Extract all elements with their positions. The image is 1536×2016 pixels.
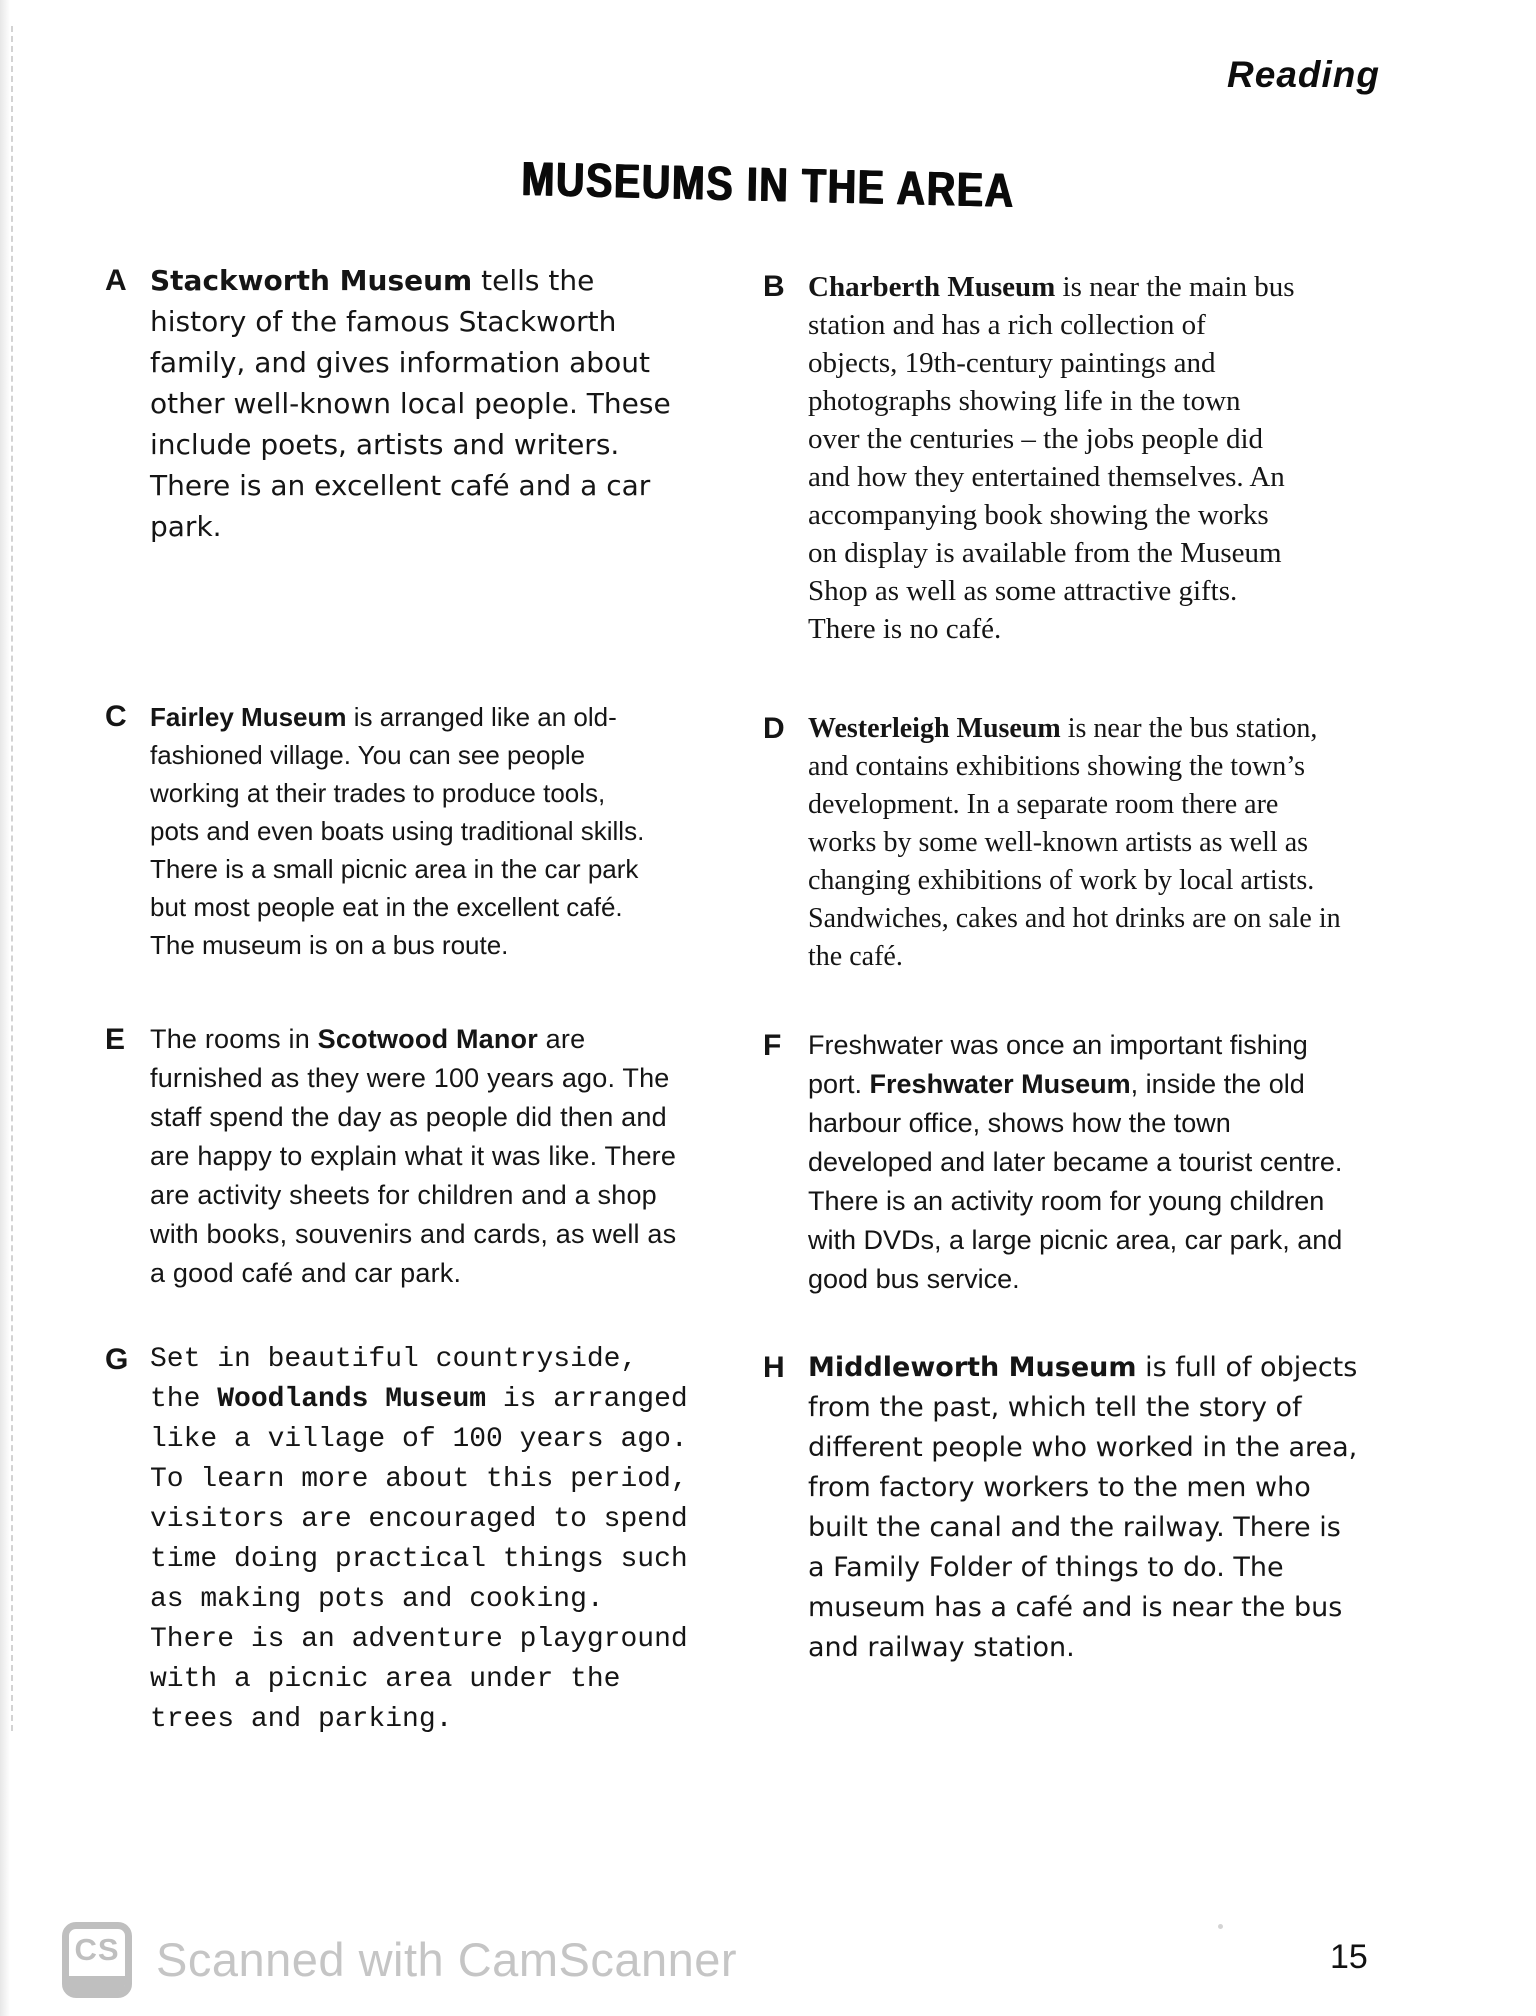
text-line: and railway station. — [808, 1632, 1075, 1663]
section-letter-f: F — [763, 1029, 782, 1062]
text-line: built the canal and the railway. There is — [808, 1512, 1341, 1543]
text-line: with books, souvenirs and cards, as well as — [150, 1219, 677, 1249]
camscanner-watermark-text: Scanned with CamScanner — [156, 1933, 738, 1986]
text-line: works by some well-known artists as well as — [808, 827, 1309, 858]
text-line: from the past, which tell the story of — [808, 1392, 1302, 1423]
text-line: changing exhibitions of work by local artists. — [808, 865, 1315, 896]
text-line: There is a small picnic area in the car park — [150, 854, 639, 884]
text-line: as making pots and cooking. — [150, 1584, 604, 1615]
scan-artifact-left-edge — [11, 26, 13, 1731]
text-line: are activity sheets for children and a shop — [150, 1180, 657, 1210]
section-text-d — [808, 710, 1433, 976]
text-line: park. — [150, 510, 222, 543]
text-line: There is an activity room for young children — [808, 1186, 1325, 1216]
text-line: a Family Folder of things to do. The — [808, 1552, 1284, 1583]
section-letter-a: A — [105, 264, 127, 297]
text-line: developed and later became a tourist centre. — [808, 1147, 1343, 1177]
museum-section-b — [763, 268, 1433, 648]
text-line: Set in beautiful countryside, — [150, 1344, 638, 1375]
text-line: on display is available from the Museum — [808, 537, 1282, 569]
camscanner-logo-band — [69, 1976, 125, 1991]
text-line: other well-known local people. These — [150, 387, 671, 420]
section-header-reading: Reading — [1227, 54, 1380, 95]
text-line: Charberth Museum is near the main bus — [808, 271, 1295, 303]
text-line: working at their trades to produce tools, — [150, 778, 606, 808]
text-line: The museum is on a bus route. — [150, 930, 509, 960]
section-letter-d: D — [763, 712, 785, 745]
text-line: the café. — [808, 941, 903, 972]
museum-section-f — [763, 1026, 1433, 1299]
text-line: fashioned village. You can see people — [150, 740, 586, 770]
text-line: Westerleigh Museum is near the bus station, — [808, 713, 1318, 744]
text-line: There is no café. — [808, 613, 1002, 645]
section-text-b — [808, 268, 1433, 648]
section-text-e — [150, 1020, 765, 1293]
section-letter-h: H — [763, 1351, 785, 1384]
museum-section-a — [105, 260, 765, 547]
text-line: furnished as they were 100 years ago. The — [150, 1063, 670, 1093]
scan-artifact-dot — [1218, 1924, 1223, 1929]
text-line: port. Freshwater Museum, inside the old — [808, 1069, 1305, 1099]
text-line: Middleworth Museum is full of objects — [808, 1352, 1358, 1383]
text-line: good bus service. — [808, 1264, 1020, 1294]
text-line: different people who worked in the area, — [808, 1432, 1358, 1463]
section-letter-c: C — [105, 700, 127, 733]
text-line: There is an adventure playground — [150, 1624, 688, 1655]
text-line: Fairley Museum is arranged like an old- — [150, 702, 617, 732]
camscanner-logo — [62, 1922, 132, 1998]
text-line: objects, 19th-century paintings and — [808, 347, 1216, 379]
text-line: Sandwiches, cakes and hot drinks are on sale in — [808, 903, 1341, 934]
section-text-f — [808, 1026, 1433, 1299]
text-line: and how they entertained themselves. An — [808, 461, 1285, 493]
text-line: like a village of 100 years ago. — [150, 1424, 688, 1455]
text-line: include poets, artists and writers. — [150, 428, 620, 461]
text-line: The rooms in Scotwood Manor are — [150, 1024, 586, 1054]
section-letter-g: G — [105, 1343, 129, 1376]
section-text-g — [150, 1340, 765, 1740]
text-line: To learn more about this period, — [150, 1464, 688, 1495]
section-text-a — [150, 260, 765, 547]
text-line: with DVDs, a large picnic area, car park, and — [808, 1225, 1343, 1255]
text-line: Shop as well as some attractive gifts. — [808, 575, 1238, 607]
scan-edge-shadow — [0, 0, 10, 2016]
text-line: development. In a separate room there are — [808, 789, 1279, 820]
page-number: 15 — [1330, 1938, 1368, 1976]
text-line: family, and gives information about — [150, 346, 650, 379]
text-line: from factory workers to the men who — [808, 1472, 1311, 1503]
section-letter-e: E — [105, 1023, 126, 1056]
text-line: a good café and car park. — [150, 1258, 462, 1288]
text-line: are happy to explain what it was like. There — [150, 1141, 677, 1171]
text-line: Freshwater was once an important fishing — [808, 1030, 1308, 1060]
page-title: MUSEUMS IN THE AREA — [520, 152, 1016, 219]
museum-section-d — [763, 710, 1433, 976]
section-text-c — [150, 698, 765, 964]
museum-section-c — [105, 698, 765, 964]
text-line: pots and even boats using traditional skills. — [150, 816, 645, 846]
museum-section-h — [763, 1348, 1433, 1668]
text-line: There is an excellent café and a car — [150, 469, 651, 502]
text-line: staff spend the day as people did then and — [150, 1102, 667, 1132]
text-line: over the centuries – the jobs people did — [808, 423, 1264, 455]
text-line: with a picnic area under the — [150, 1664, 621, 1695]
section-text-h — [808, 1348, 1433, 1668]
section-letter-b: B — [763, 270, 785, 303]
text-line: history of the famous Stackworth — [150, 305, 617, 338]
camscanner-logo-letters: CS — [74, 1932, 120, 1967]
text-line: museum has a café and is near the bus — [808, 1592, 1343, 1623]
text-line: accompanying book showing the works — [808, 499, 1269, 531]
text-line: time doing practical things such — [150, 1544, 688, 1575]
text-line: trees and parking. — [150, 1704, 453, 1735]
text-line: Stackworth Museum tells the — [150, 264, 595, 297]
text-line: photographs showing life in the town — [808, 385, 1241, 417]
text-line: visitors are encouraged to spend — [150, 1504, 688, 1535]
text-line: station and has a rich collection of — [808, 309, 1206, 341]
text-line: the Woodlands Museum is arranged — [150, 1384, 688, 1415]
text-line: but most people eat in the excellent café. — [150, 892, 623, 922]
text-line: harbour office, shows how the town — [808, 1108, 1231, 1138]
museum-section-e — [105, 1020, 765, 1293]
text-line: and contains exhibitions showing the town’s — [808, 751, 1305, 782]
museum-section-g — [105, 1340, 765, 1740]
